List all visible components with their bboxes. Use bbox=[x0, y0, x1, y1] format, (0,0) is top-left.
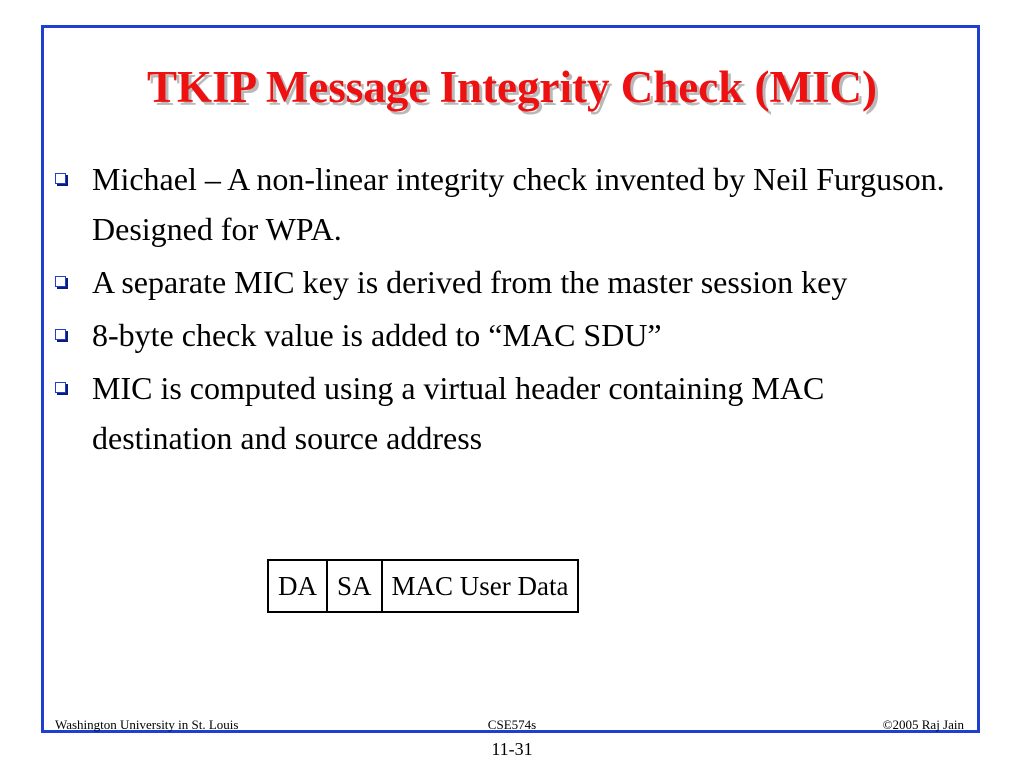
frame-fields-row bbox=[268, 560, 578, 612]
bullet-item bbox=[55, 154, 955, 254]
square-bullet-icon bbox=[55, 173, 66, 184]
bullet-text: A separate MIC key is derived from the master session key bbox=[92, 264, 848, 300]
bullet-text: MIC is computed using a virtual header containing MAC destination and source address bbox=[92, 370, 825, 456]
mac-frame-diagram bbox=[267, 559, 579, 613]
square-bullet-icon bbox=[55, 382, 66, 393]
footer-copyright: ©2005 Raj Jain bbox=[882, 717, 964, 732]
bullet-text: Michael – A non-linear integrity check invented by Neil Furguson. Designed for WPA. bbox=[92, 161, 945, 247]
bullet-item bbox=[55, 363, 955, 463]
frame-field-da: DA bbox=[268, 560, 327, 612]
slide-title: TKIP Message Integrity Check (MIC) bbox=[147, 62, 877, 112]
footer-institution: Washington University in St. Louis bbox=[55, 717, 239, 732]
frame-field-user-data: MAC User Data bbox=[382, 560, 579, 612]
square-bullet-icon bbox=[55, 329, 66, 340]
page-number: 11-31 bbox=[491, 739, 533, 759]
square-bullet-icon bbox=[55, 276, 66, 287]
bullet-text: 8-byte check value is added to “MAC SDU” bbox=[92, 317, 662, 353]
bullet-item bbox=[55, 257, 955, 307]
bullet-item bbox=[55, 310, 955, 360]
footer-course: CSE574s bbox=[487, 717, 537, 732]
bullet-list bbox=[55, 154, 955, 466]
frame-field-sa: SA bbox=[327, 560, 382, 612]
